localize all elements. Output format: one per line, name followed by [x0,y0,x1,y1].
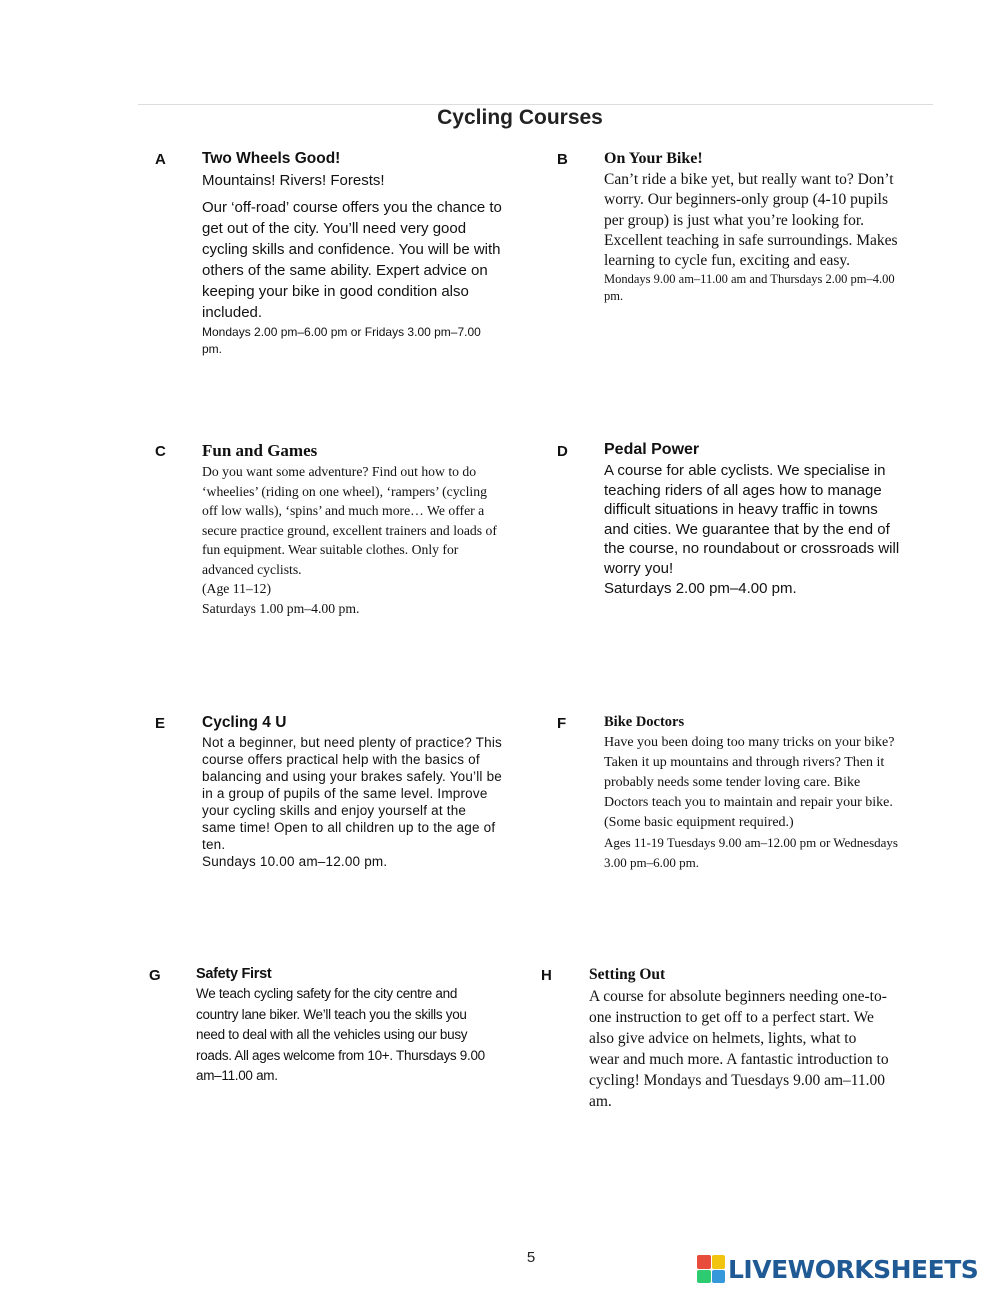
top-divider [138,104,933,105]
course-title: On Your Bike! [604,150,703,167]
course-letter-h: H [541,967,552,984]
course-schedule: Sundays 10.00 am–12.00 pm. [202,854,388,869]
page-title: Cycling Courses [437,106,603,129]
course-age: (Age 11–12) [202,581,272,596]
liveworksheets-logo-icon [697,1255,725,1283]
course-d [604,441,904,598]
liveworksheets-logo[interactable] [697,1254,978,1284]
course-title: Fun and Games [202,441,318,460]
course-schedule: Saturdays 2.00 pm–4.00 pm. [604,579,797,597]
course-letter-g: G [149,967,161,984]
course-schedule: Mondays 2.00 pm–6.00 pm or Fridays 3.00 pm–7.00 pm. [202,325,481,356]
course-letter-c: C [155,443,166,460]
course-description: A course for able cyclists. We specialise in teaching riders of all ages how to manage difficult situations in heavy traffic in towns and cities. We guarantee that by the end of the course, no roundabout or crossroads will worry you! [604,462,900,577]
course-title: Safety First [196,966,272,982]
course-letter-b: B [557,151,568,168]
course-schedule: Ages 11-19 Tuesdays 9.00 am–12.00 pm or Wednesdays 3.00 pm–6.00 pm. [604,835,898,870]
course-title: Two Wheels Good! [202,150,341,167]
course-e [202,714,502,870]
liveworksheets-logo-text: LIVEWORKSHEETS [728,1254,979,1284]
course-letter-a: A [155,151,166,168]
course-g [196,966,496,1087]
course-subtitle: Mountains! Rivers! Forests! [202,172,385,189]
logo-tile [712,1255,726,1269]
course-description: A course for absolute beginners needing one-to-one instruction to get off to a perfect start. We also give advice on helmets, lights, what to wear and much more. A fantastic introduction to cycling! Mondays and Tuesdays 9.00 am–11.00 am. [589,988,889,1110]
course-description: Our ‘off-road’ course offers you the chance to get out of the city. You’ll need very good cycling skills and confidence. You will be with others of the same ability. Expert advice on keeping your bike in good condition also included. [202,199,502,321]
course-f [604,714,904,873]
course-description: Have you been doing too many tricks on your bike? Taken it up mountains and through rivers? Then it probably needs some tender loving care. Bike Doctors teach you to maintain and repair your bike. (Some basic equipment required.) [604,735,895,830]
course-schedule: Mondays 9.00 am–11.00 am and Thursdays 2.00 pm–4.00 pm. [604,272,895,304]
course-letter-f: F [557,715,567,732]
course-description: Can’t ride a bike yet, but really want to? Don’t worry. Our beginners-only group (4-10 pupils per group) is just what you’re looking for. Excellent teaching in safe surroundings. Makes learning to cycle fun, exciting and easy. [604,171,898,270]
course-title: Setting Out [589,966,666,983]
course-title: Pedal Power [604,441,700,458]
course-letter-e: E [155,715,166,732]
course-title: Cycling 4 U [202,714,287,731]
course-description: Not a beginner, but need plenty of practice? This course offers practical help with the basics of balancing and using your brakes safely. You’ll be in a group of pupils of the same level. Improve your cycling skills and enjoy yourself at the same time! Open to all children up to the age of ten. [202,735,502,852]
logo-tile [697,1255,711,1269]
course-a [202,150,502,358]
course-letter-d: D [557,443,568,460]
course-description: We teach cycling safety for the city centre and country lane biker. We’ll teach you the skills you need to deal with all the vehicles using our busy roads. All ages welcome from 10+. Thursdays 9.00 am–11.00 am. [196,986,485,1083]
course-schedule: Saturdays 1.00 pm–4.00 pm. [202,600,360,616]
course-c [202,441,502,618]
logo-tile [697,1270,711,1284]
course-title: Bike Doctors [604,714,685,730]
course-h [589,966,889,1112]
course-description: Do you want some adventure? Find out how to do ‘wheelies’ (riding on one wheel), ‘rampers’ (cycling off low walls), ‘spins’ and much more… We offer a secure practice ground, excellent trainers and loads of fun equipment. Wear suitable clothes. Only for advanced cyclists. [202,464,497,577]
logo-tile [712,1270,726,1284]
page-number: 5 [526,1249,536,1266]
course-b [604,150,904,305]
